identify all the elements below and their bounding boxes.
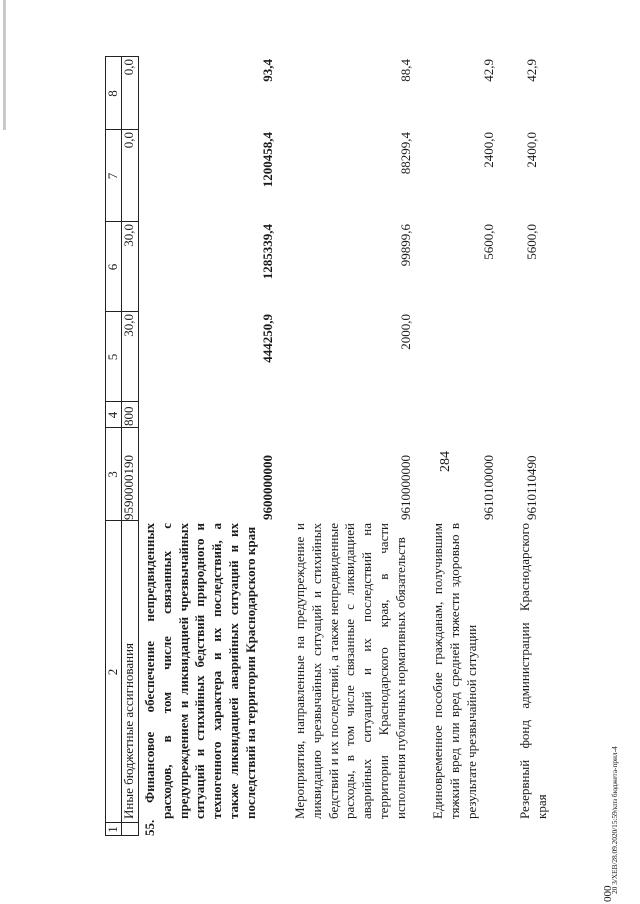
- row-code: 9610110490: [524, 455, 539, 520]
- row-code: 9600000000: [260, 455, 275, 520]
- col-header-4: 4: [105, 411, 120, 419]
- row-item-number: 55.: [142, 819, 157, 836]
- row-value-8: 42,9: [524, 59, 539, 82]
- row-code: 9590000190: [121, 455, 136, 520]
- row-value-7: 1200458,4: [260, 132, 275, 188]
- row-value-5: 30,0: [121, 314, 136, 337]
- row-value-6: 1285339,4: [260, 224, 275, 280]
- row-value-5: 2000,0: [398, 314, 413, 350]
- row-name: Мероприятия, направленные на предупреждение и ликвидацию чрезвычайных ситуаций и стихийных бедствий и их последствий, а также непредвиденные расходы, в том числе связанные с ликвидацией аварийных ситуаций и их последствий на территории Краснодарского края, в части исполнения публичных нормативных обязательств: [292, 523, 408, 819]
- row-value-6: 30,0: [121, 224, 136, 247]
- row-name: Иные бюджетные ассигнования: [121, 642, 136, 819]
- row-value-7: 2400,0: [524, 132, 539, 168]
- row-divider: [138, 56, 139, 836]
- margin-stamp: 20 3/ХЕВ/28.09.2020/15:59/кпз бюджета-прил-4: [610, 746, 619, 894]
- row-value-7: 2400,0: [481, 132, 496, 168]
- col-header-6: 6: [105, 263, 120, 271]
- row-vr: 800: [121, 406, 136, 426]
- row-name: Финансовое обеспечение непредвиденных расходов, в том числе связанных с предупреждением и ликвидацией чрезвычайных ситуаций и стихийных бедствий природного и техногенного характера и их последствий, а также ликвидацией аварийных ситуаций и их последствий на территории Краснодарского края: [142, 523, 258, 819]
- row-name: Единовременное пособие гражданам, получившим тяжкий вред или вред средней тяжести здоровью в результате чрезвычайной ситуации: [430, 523, 479, 819]
- row-code: 9610100000: [481, 455, 496, 520]
- page-number: 284: [438, 451, 453, 472]
- row-name: Резервный фонд администрации Краснодарского края: [517, 523, 549, 819]
- row-value-7: 88299,4: [398, 132, 413, 175]
- col-header-2: 2: [105, 668, 120, 676]
- row-value-8: 42,9: [481, 59, 496, 82]
- row-code: 9610000000: [398, 455, 413, 520]
- row-value-8: 88,4: [398, 59, 413, 82]
- col-header-3: 3: [105, 471, 120, 478]
- row-value-8: 93,4: [260, 59, 275, 82]
- col-header-1: 1: [105, 826, 120, 833]
- row-value-8: 0,0: [121, 59, 136, 76]
- col-header-5: 5: [105, 353, 120, 361]
- col-header-8: 8: [105, 90, 120, 97]
- row-value-6: 99899,6: [398, 224, 413, 267]
- row-value-6: 5600,0: [524, 224, 539, 260]
- row-value-6: 5600,0: [481, 224, 496, 260]
- row-value-5: 444250,9: [260, 314, 275, 363]
- corner-number: 000: [602, 885, 614, 902]
- col-header-7: 7: [105, 172, 120, 180]
- row-value-7: 0,0: [121, 132, 136, 149]
